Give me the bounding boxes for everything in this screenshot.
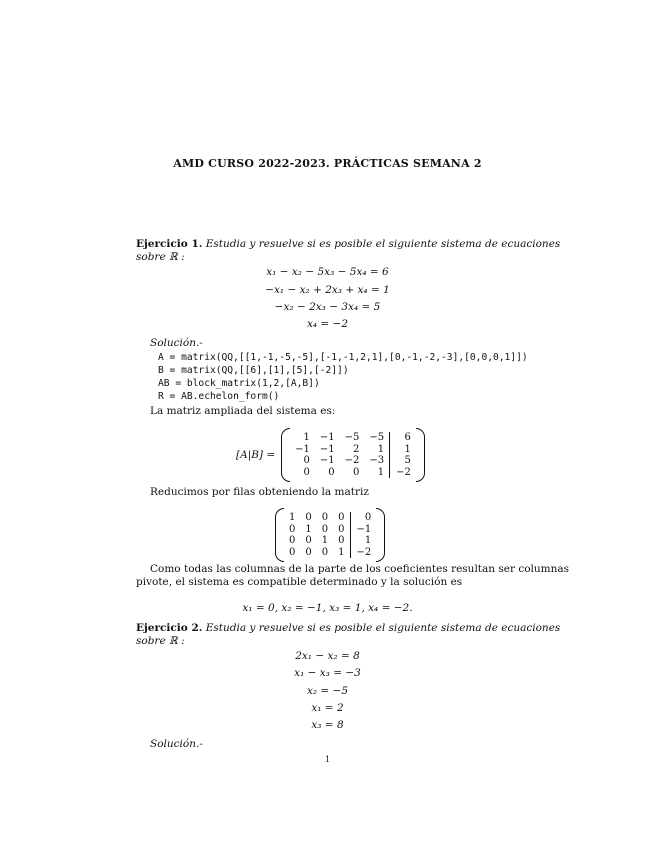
left-paren bbox=[275, 508, 284, 562]
reduced-cell: 0 bbox=[321, 512, 329, 523]
ampliada-row bbox=[290, 455, 416, 467]
ampliada-text: La matriz ampliada del sistema es: bbox=[150, 405, 336, 417]
exercise-2-label: Ejercicio 2. bbox=[136, 622, 203, 634]
ampliada-cell: −2 bbox=[390, 467, 416, 479]
exercise-1-label: Ejercicio 1. bbox=[136, 238, 203, 250]
augmented-matrix bbox=[236, 428, 425, 482]
ampliada-cell: 0 bbox=[303, 455, 310, 466]
ex1-equation-4: x₄ = −2 bbox=[306, 318, 349, 330]
reduced-cell: 0 bbox=[321, 523, 329, 535]
ampliada-row bbox=[290, 467, 416, 479]
augmented-matrix-label: [A|B] = bbox=[236, 449, 276, 461]
reduced-cell: 0 bbox=[305, 535, 312, 546]
reduced-row bbox=[284, 524, 376, 536]
ampliada-cell: 2 bbox=[353, 443, 360, 455]
ampliada-cell: −1 bbox=[319, 432, 335, 443]
exercise-2-text: Estudia y resuelve si es posible el siguiente sistema de ecuaciones bbox=[205, 622, 561, 634]
exercise-1-domain: sobre ℝ : bbox=[136, 251, 185, 263]
exercise-2-statement bbox=[136, 622, 561, 634]
reduced-cell: 0 bbox=[289, 535, 296, 546]
reduced-matrix bbox=[275, 508, 385, 562]
reduced-cell: 1 bbox=[305, 523, 312, 535]
ampliada-cell: 1 bbox=[390, 444, 416, 456]
exercise-1-text: Estudia y resuelve si es posible el siguiente sistema de ecuaciones bbox=[205, 238, 561, 250]
ampliada-cell: 0 bbox=[303, 466, 310, 478]
ex2-equation-2: x₁ − x₃ = −3 bbox=[294, 667, 361, 679]
ampliada-cell: −5 bbox=[369, 432, 385, 443]
exercise-2-domain: sobre ℝ : bbox=[136, 635, 185, 647]
reduced-cell: 0 bbox=[305, 512, 312, 523]
ex2-equation-5: x₃ = 8 bbox=[311, 719, 344, 731]
reduced-cell: −2 bbox=[350, 547, 376, 559]
code-line-1: A = matrix(QQ,[[1,-1,-5,-5],[-1,-1,2,1],[0,-1,-2,-3],[0,0,0,1]]) bbox=[158, 352, 528, 363]
reduced-cell: 0 bbox=[338, 523, 345, 535]
ampliada-cell: −5 bbox=[344, 432, 360, 443]
reduced-cell: 0 bbox=[321, 546, 329, 558]
reduced-cell: 1 bbox=[321, 535, 329, 546]
ampliada-cell: 1 bbox=[377, 443, 385, 455]
ex1-solution-label: Solución.- bbox=[150, 337, 203, 349]
reduced-matrix-table bbox=[284, 512, 376, 558]
reducimos-text: Reducimos por filas obteniendo la matriz bbox=[150, 486, 369, 498]
conclusion-line-1: Como todas las columnas de la parte de los coeficientes resultan ser columnas bbox=[150, 563, 570, 575]
augmented-matrix-table bbox=[290, 432, 416, 478]
ex1-equation-1: x₁ − x₂ − 5x₃ − 5x₄ = 6 bbox=[266, 266, 389, 278]
reduced-cell: 0 bbox=[289, 523, 296, 535]
ex2-equation-3: x₂ = −5 bbox=[306, 685, 349, 697]
ex1-equation-2: −x₁ − x₂ + 2x₃ + x₄ = 1 bbox=[265, 284, 390, 296]
reduced-row bbox=[284, 547, 376, 559]
reduced-cell: −1 bbox=[350, 524, 376, 536]
ampliada-cell: −2 bbox=[344, 455, 360, 466]
left-paren bbox=[281, 428, 290, 482]
ex1-solution: x₁ = 0, x₂ = −1, x₃ = 1, x₄ = −2. bbox=[242, 602, 413, 614]
ampliada-cell: 1 bbox=[303, 432, 310, 443]
ex2-equation-1: 2x₁ − x₂ = 8 bbox=[295, 650, 360, 662]
reduced-cell: 0 bbox=[350, 512, 376, 524]
ampliada-cell: 6 bbox=[390, 432, 416, 444]
ampliada-cell: 1 bbox=[377, 466, 385, 478]
right-paren bbox=[416, 428, 425, 482]
ex2-equation-4: x₁ = 2 bbox=[311, 702, 344, 714]
ex2-solution-label: Solución.- bbox=[150, 738, 203, 750]
reduced-cell: 1 bbox=[338, 546, 345, 558]
right-paren bbox=[376, 508, 385, 562]
reduced-cell: 0 bbox=[338, 535, 345, 546]
ampliada-cell: −1 bbox=[319, 455, 335, 466]
ampliada-cell: 0 bbox=[328, 466, 335, 478]
reduced-cell: 1 bbox=[350, 535, 376, 547]
page-title: AMD CURSO 2022-2023. PRÁCTICAS SEMANA 2 bbox=[173, 157, 482, 170]
page-number: 1 bbox=[324, 755, 331, 764]
code-line-3: AB = block_matrix(1,2,[A,B]) bbox=[158, 378, 320, 389]
ampliada-cell: −1 bbox=[295, 443, 310, 455]
reduced-row bbox=[284, 535, 376, 547]
ampliada-cell: 0 bbox=[353, 466, 360, 478]
ex1-equation-3: −x₂ − 2x₃ − 3x₄ = 5 bbox=[274, 301, 381, 313]
exercise-1-statement bbox=[136, 238, 561, 250]
ampliada-cell: 5 bbox=[390, 455, 416, 467]
reduced-cell: 0 bbox=[338, 512, 345, 523]
ampliada-cell: −1 bbox=[319, 443, 335, 455]
reduced-row bbox=[284, 512, 376, 524]
ampliada-row bbox=[290, 432, 416, 444]
reduced-cell: 0 bbox=[305, 546, 312, 558]
ampliada-cell: −3 bbox=[369, 455, 385, 466]
code-line-4: R = AB.echelon_form() bbox=[158, 391, 280, 402]
conclusion-line-2: pivote, el sistema es compatible determinado y la solución es bbox=[136, 576, 463, 588]
ampliada-row bbox=[290, 444, 416, 456]
reduced-cell: 1 bbox=[289, 512, 296, 523]
code-line-2: B = matrix(QQ,[[6],[1],[5],[-2]]) bbox=[158, 365, 349, 376]
reduced-cell: 0 bbox=[289, 546, 296, 558]
